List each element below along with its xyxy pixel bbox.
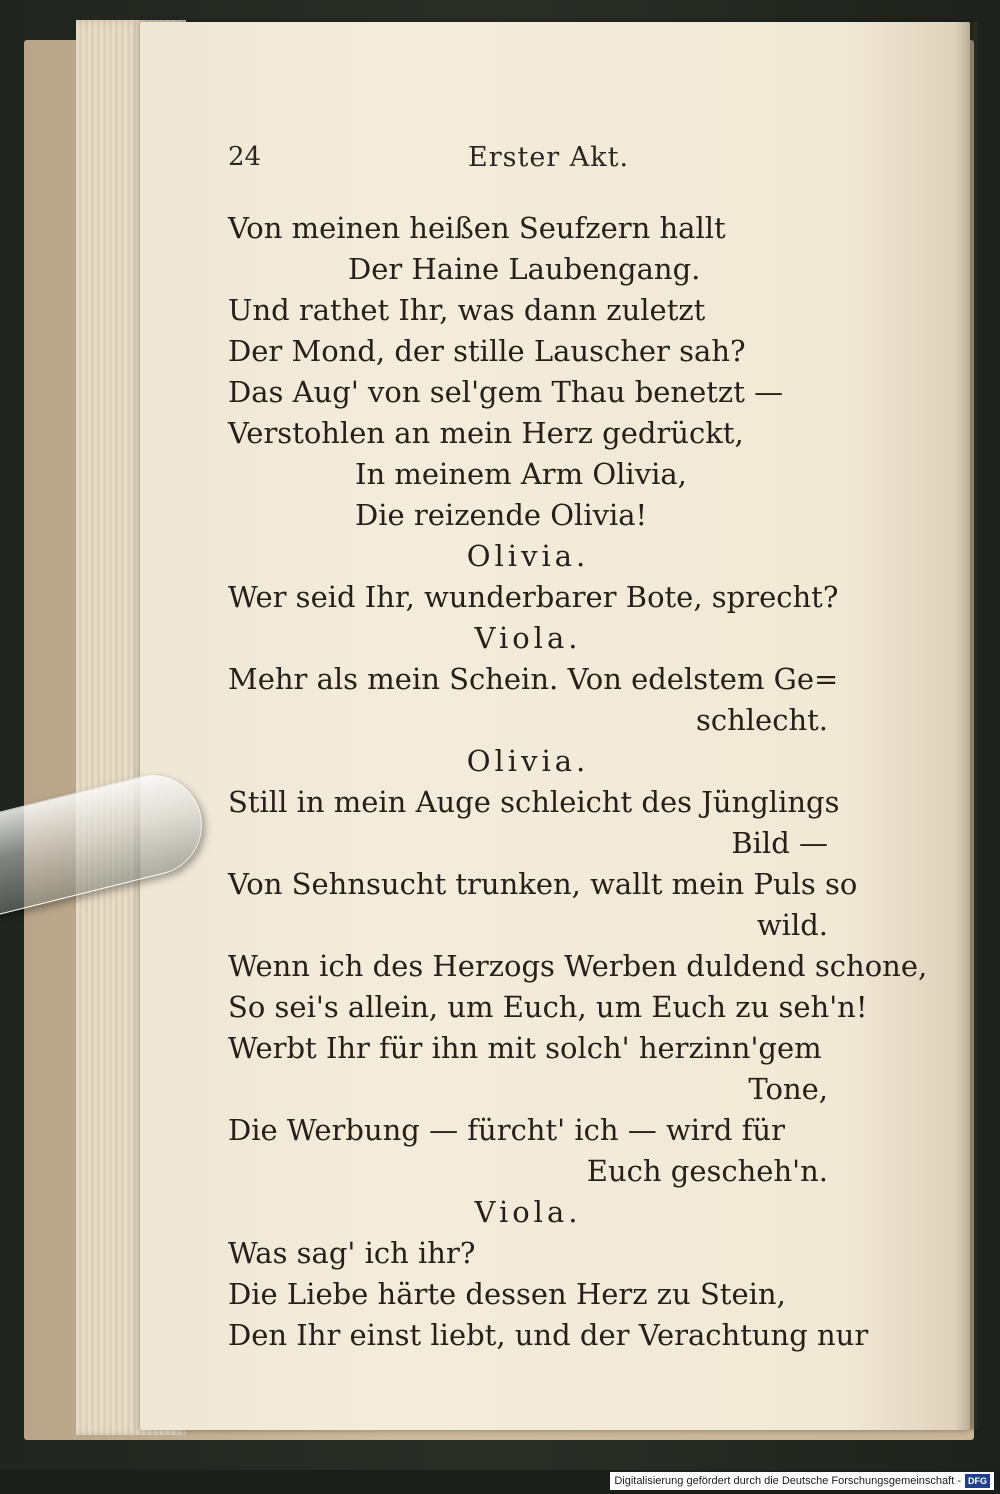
verse-line-continuation: wild. [756,908,828,942]
verse-line: In meinem Arm Olivia, [355,457,687,491]
verse-line: Den Ihr einst liebt, und der Verachtung nur [228,1318,869,1352]
verse-line: Die Werbung — fürcht' ich — wird für [228,1113,785,1147]
digitization-credit [610,1472,994,1490]
running-head: Erster Akt. [468,142,630,173]
verse-line-continuation: Tone, [748,1072,828,1106]
credit-text: Digitalisierung gefördert durch die Deutsche Forschungsgemeinschaft - [614,1475,961,1487]
verse-line-continuation: Euch gescheh'n. [586,1154,828,1188]
verse-line: Still in mein Auge schleicht des Jünglings [228,785,840,819]
verse-line: Wer seid Ihr, wunderbarer Bote, sprecht? [228,580,839,614]
verse-line: Verstohlen an mein Herz gedrückt, [228,416,744,450]
verse-line: Wenn ich des Herzogs Werben duldend schone, [228,949,928,983]
verse-line: Werbt Ihr für ihn mit solch' herzinn'gem [228,1031,822,1065]
verse-line: Der Haine Laubengang. [348,252,701,286]
speaker-name: Olivia. [466,744,590,778]
page-gutter-shadow [955,22,977,1430]
verse-line: Das Aug' von sel'gem Thau benetzt — [228,375,784,409]
page-header [228,142,848,182]
verse-line: So sei's allein, um Euch, um Euch zu seh'n! [228,990,868,1024]
page-text [228,208,928,1356]
verse-line-continuation: schlecht. [695,703,828,737]
dfg-logo: DFG [965,1474,990,1488]
speaker-name: Viola. [474,621,582,655]
verse-line-continuation: Bild — [731,826,828,860]
verse-line: Die reizende Olivia! [355,498,648,532]
verse-line: Von Sehnsucht trunken, wallt mein Puls so [228,867,858,901]
verse-line: Mehr als mein Schein. Von edelstem Ge= [228,662,839,696]
verse-line: Was sag' ich ihr? [228,1236,476,1270]
verse-line: Der Mond, der stille Lauscher sah? [228,334,746,368]
speaker-name: Olivia. [466,539,590,573]
speaker-name: Viola. [474,1195,582,1229]
verse-line: Von meinen heißen Seufzern hallt [228,211,726,245]
page-number: 24 [228,142,262,172]
verse-line: Und rathet Ihr, was dann zuletzt [228,293,706,327]
verse-line: Die Liebe härte dessen Herz zu Stein, [228,1277,786,1311]
